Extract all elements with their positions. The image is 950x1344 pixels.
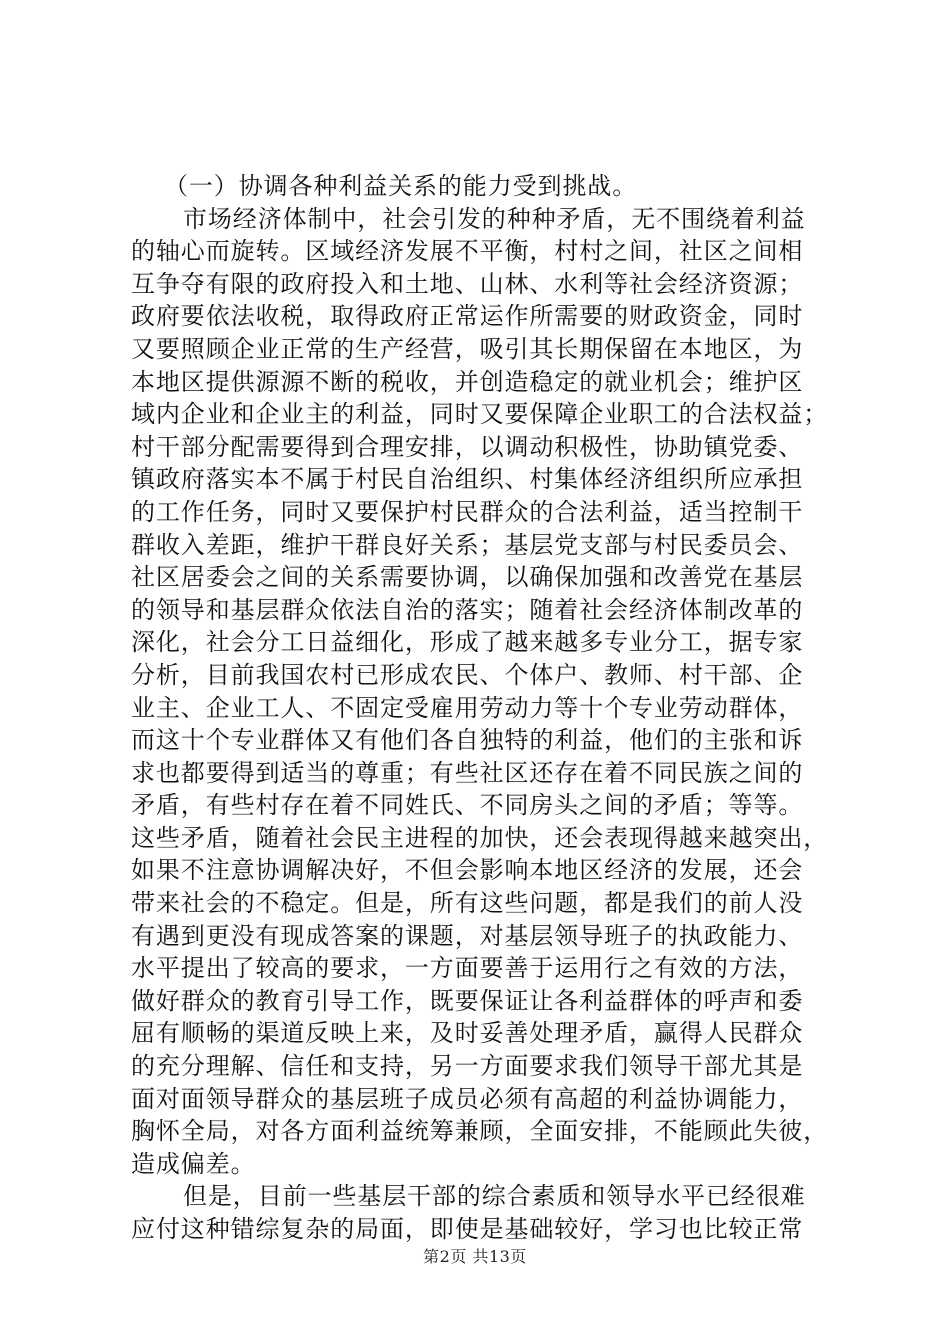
- paragraph-line: 带来社会的不稳定。但是，所有这些问题，都是我们的前人没: [131, 889, 804, 918]
- paragraph-line: 如果不注意协调解决好，不但会影响本地区经济的发展，还会: [131, 856, 804, 885]
- paragraph-line: 分析，目前我国农村已形成农民、个体户、教师、村干部、企: [131, 660, 804, 689]
- paragraph-line: 这些矛盾，随着社会民主进程的加快，还会表现得越来越突出，: [131, 823, 829, 852]
- paragraph-line: 业主、企业工人、不固定受雇用劳动力等十个专业劳动群体，: [131, 693, 804, 722]
- paragraph-2: [131, 1180, 831, 1245]
- paragraph-line: 面对面领导群众的基层班子成员必须有高超的利益协调能力，: [131, 1084, 804, 1113]
- paragraph-line: 求也都要得到适当的尊重；有些社区还存在着不同民族之间的: [131, 758, 804, 787]
- paragraph-line: 水平提出了较高的要求，一方面要善于运用行之有效的方法，: [131, 954, 804, 983]
- paragraph-line: 的工作任务，同时又要保护村民群众的合法利益，适当控制干: [131, 497, 804, 526]
- paragraph-line: 群收入差距，维护干群良好关系；基层党支部与村民委员会、: [131, 530, 804, 559]
- paragraph-line: 胸怀全局，对各方面利益统筹兼顾，全面安排，不能顾此失彼，: [131, 1117, 829, 1146]
- paragraph-line: 政府要依法收税，取得政府正常运作所需要的财政资金，同时: [131, 302, 804, 331]
- paragraph-line: 镇政府落实本不属于村民自治组织、村集体经济组织所应承担: [131, 465, 804, 494]
- paragraph-line: 村干部分配需要得到合理安排，以调动积极性，协助镇党委、: [131, 432, 804, 461]
- paragraph-line: 的充分理解、信任和支持，另一方面要求我们领导干部尤其是: [131, 1052, 804, 1081]
- paragraph-line: 造成偏差。: [131, 1149, 256, 1178]
- paragraph-line: 做好群众的教育引导工作，既要保证让各利益群体的呼声和委: [131, 986, 804, 1015]
- paragraph-line: 的轴心而旋转。区域经济发展不平衡，村村之间，社区之间相: [131, 237, 804, 266]
- paragraph-line: 的领导和基层群众依法自治的落实；随着社会经济体制改革的: [131, 595, 804, 624]
- paragraph-line: 矛盾，有些村存在着不同姓氏、不同房头之间的矛盾；等等。: [131, 791, 804, 820]
- section-heading: （一）协调各种利益关系的能力受到挑战。: [164, 172, 638, 200]
- paragraph-line: 屈有顺畅的渠道反映上来，及时妥善处理矛盾，赢得人民群众: [131, 1019, 804, 1048]
- page-number-footer: 第2页 共13页: [423, 1247, 527, 1266]
- document-body: [131, 170, 831, 1246]
- paragraph-line: 而这十个专业群体又有他们各自独特的利益，他们的主张和诉: [131, 726, 804, 755]
- paragraph-line: 深化，社会分工日益细化，形成了越来越多专业分工，据专家: [131, 628, 804, 657]
- paragraph-line: 社区居委会之间的关系需要协调，以确保加强和改善党在基层: [131, 563, 804, 592]
- paragraph-line: 互争夺有限的政府投入和土地、山林、水利等社会经济资源；: [131, 269, 804, 298]
- paragraph-line: 又要照顾企业正常的生产经营，吸引其长期保留在本地区，为: [131, 334, 804, 363]
- paragraph-line: 应付这种错综复杂的局面，即使是基础较好，学习也比较正常: [131, 1215, 804, 1243]
- paragraph-line: 有遇到更没有现成答案的课题，对基层领导班子的执政能力、: [131, 921, 804, 950]
- paragraph-line: 市场经济体制中，社会引发的种种矛盾，无不围绕着利益: [183, 204, 806, 233]
- paragraph-1: [131, 203, 831, 1181]
- paragraph-line: 本地区提供源源不断的税收，并创造稳定的就业机会；维护区: [131, 367, 804, 396]
- paragraph-line: 域内企业和企业主的利益，同时又要保障企业职工的合法权益；: [131, 400, 829, 429]
- paragraph-line: 但是，目前一些基层干部的综合素质和领导水平已经很难: [183, 1182, 806, 1211]
